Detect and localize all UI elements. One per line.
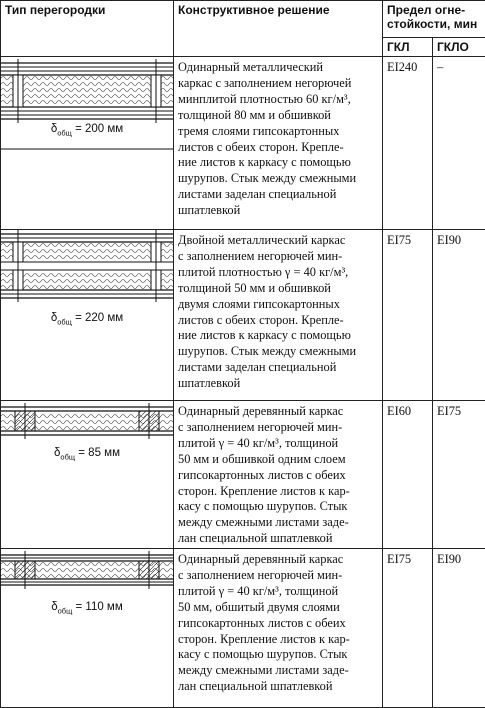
table-row — [1, 549, 485, 708]
gklo-value: EI90 — [433, 549, 485, 708]
wall-section-drawing — [1, 57, 173, 152]
header-fire-limit: Предел огне-стойкости, мин — [383, 1, 485, 38]
wall-section-drawing — [1, 230, 173, 310]
table-row — [1, 401, 485, 549]
thickness-label: $\delta_{общ} = 220$ мм — [1, 312, 173, 326]
header-solution: Конструктивное решение — [174, 1, 383, 57]
partition-figure-2 — [1, 230, 174, 401]
table-row — [1, 57, 485, 230]
header-gklo: ГКЛО — [433, 38, 485, 57]
gkl-value: EI75 — [383, 549, 433, 708]
thickness-label: $\delta_{общ} = 85$ мм — [1, 447, 173, 461]
thickness-label: $\delta_{общ} = 200$ мм — [1, 123, 173, 137]
gkl-value: EI240 — [383, 57, 433, 230]
table-row — [1, 230, 485, 401]
gklo-value: EI75 — [433, 401, 485, 549]
gkl-value: EI60 — [383, 401, 433, 549]
partition-figure-3 — [1, 401, 174, 549]
description-cell: Одинарный деревянный каркас с заполнением негорючей мин- плитой γ = 40 кг/м³, толщиной 50 мм, обшитый двумя слоями гипсокартонных листов с обеих сторон. Крепление листов к кар- касу с помощью шурупов. Стык между смежными листами заде- лан специальной шпатлевкой — [174, 549, 383, 708]
description-cell: Одинарный деревянный каркас с заполнением негорючей мин- плитой γ = 40 кг/м³, толщиной 50 мм и обшивкой одним слоем гипсокартонных листов с обеих сторон. Крепление листов к кар- касу с помощью шурупов. Стык между смежными листами заде- лан специальной шпатлевкой — [174, 401, 383, 549]
wall-section-drawing — [1, 549, 173, 593]
gklo-value: – — [433, 57, 485, 230]
gkl-value: EI75 — [383, 230, 433, 401]
partition-figure-4 — [1, 549, 174, 708]
header-type: Тип перегородки — [1, 1, 174, 57]
description-cell: Одинарный металлический каркас с заполнением негорючей минплитой плотностью 60 кг/м³, толщиной 80 мм и обшивкой тремя слоями гипсокартонных листов с обеих сторон. Крепле- ние листов к каркасу с помощью шурупов. Стык между смежными листами заделан специальной шпатлевкой — [174, 57, 383, 230]
gklo-value: EI90 — [433, 230, 485, 401]
header-gkl: ГКЛ — [383, 38, 433, 57]
partition-figure-1 — [1, 57, 174, 230]
wall-section-drawing — [1, 401, 173, 441]
thickness-label: $\delta_{общ} = 110$ мм — [1, 601, 173, 615]
description-cell: Двойной металлический каркас с заполнением негорючей мин- плитой плотностью γ = 40 кг/м³, толщиной 50 мм и обшивкой двумя слоями гипсокартонных листов с обеих сторон. Крепле- ние листов к каркасу с помощью шурупов. Стык между смежными листами заделан специальной шпатлевкой — [174, 230, 383, 401]
